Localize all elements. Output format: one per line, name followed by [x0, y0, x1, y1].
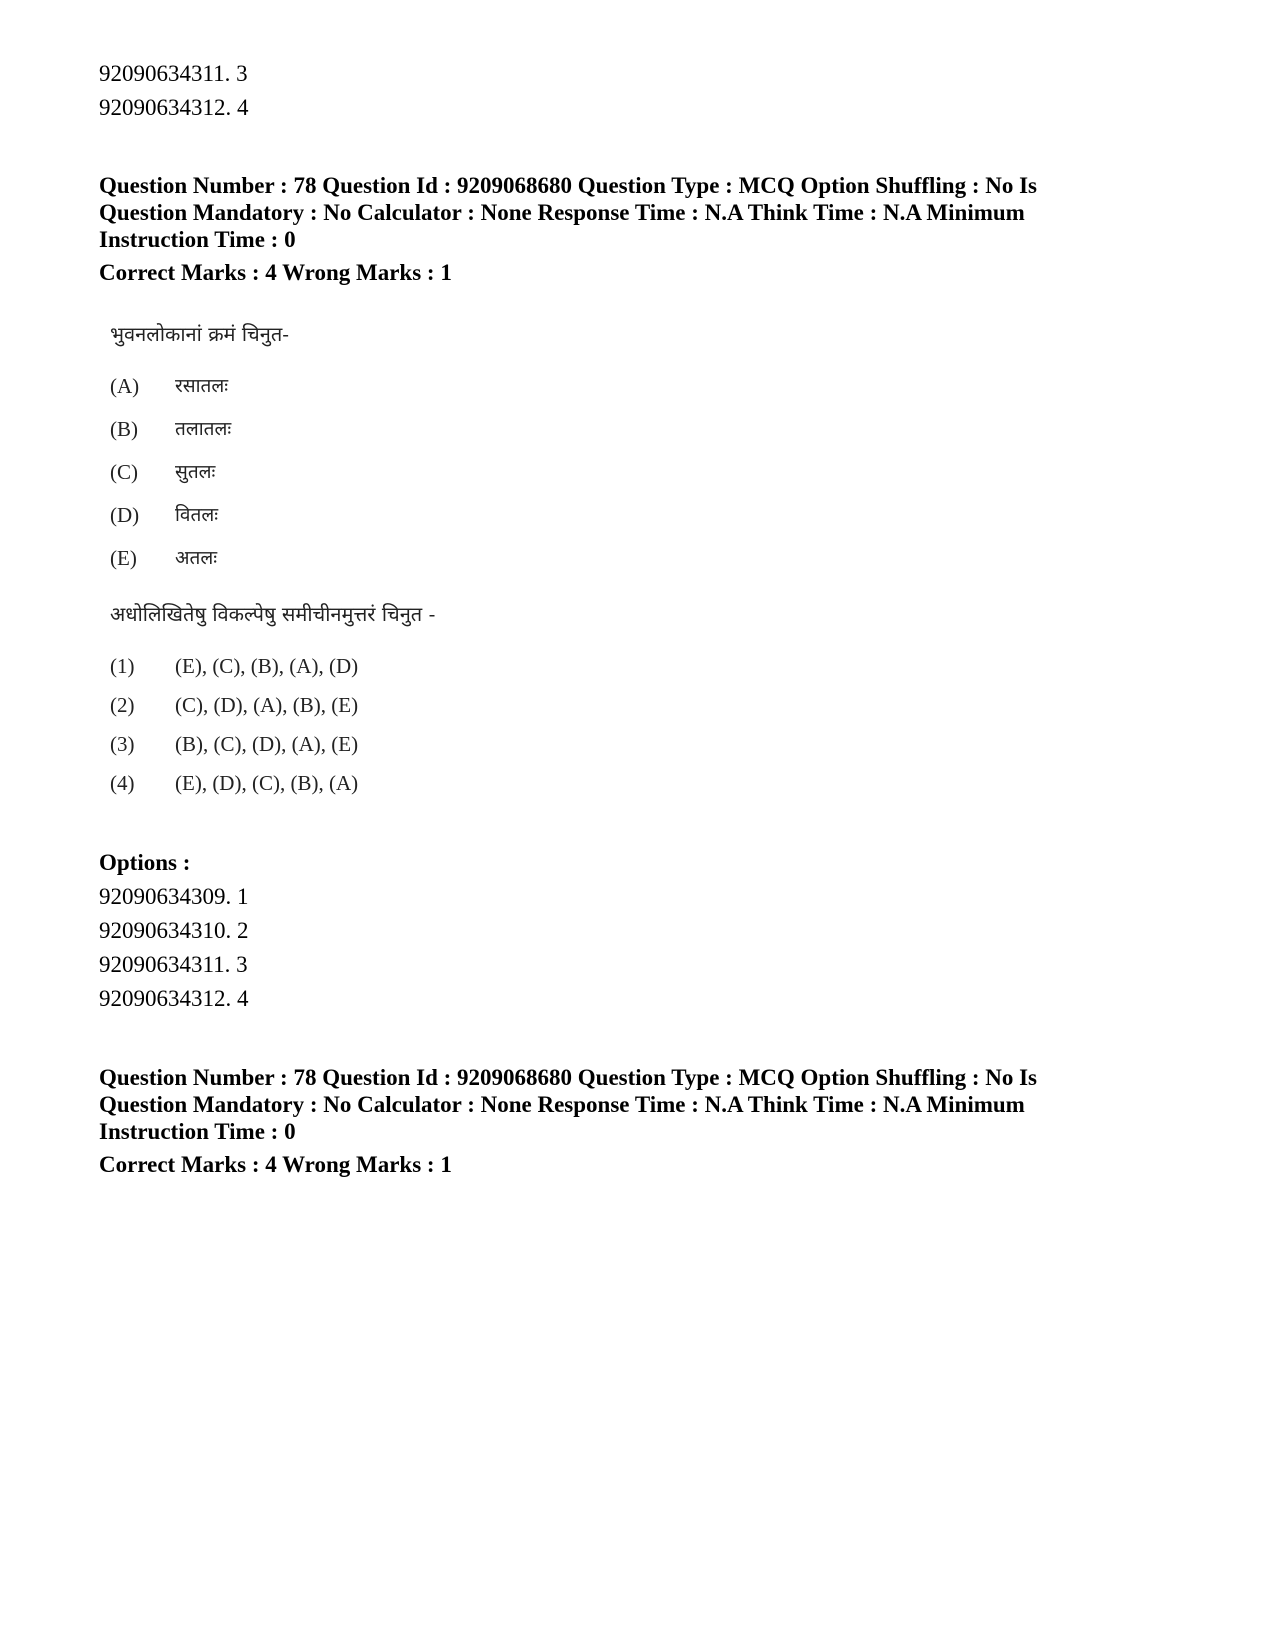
- choice-text: (E), (D), (C), (B), (A): [175, 771, 359, 795]
- item-label: (E): [110, 546, 137, 570]
- question-instruction: अधोलिखितेषु विकल्पेषु समीचीनमुत्तरं चिनुत -: [110, 602, 436, 626]
- item-label: (B): [110, 417, 138, 441]
- item-label: (C): [110, 460, 138, 484]
- choice-label: (1): [110, 654, 135, 678]
- question-header-line: Question Number : 78 Question Id : 9209068680 Question Type : MCQ Option Shuffling : No Is: [99, 1065, 1038, 1090]
- top-option-line: 92090634311. 3: [99, 61, 248, 86]
- question-header-line: Instruction Time : 0: [99, 1119, 296, 1144]
- option-line: 92090634309. 1: [99, 884, 249, 909]
- item-label: (A): [110, 374, 140, 398]
- choice-text: (C), (D), (A), (B), (E): [175, 693, 359, 717]
- item-text: अतलः: [175, 547, 218, 569]
- option-line: 92090634312. 4: [99, 986, 249, 1011]
- choice-label: (4): [110, 771, 135, 795]
- choice-label: (2): [110, 693, 135, 717]
- option-line: 92090634311. 3: [99, 952, 248, 977]
- question-prompt: भुवनलोकानां क्रमं चिनुत-: [110, 322, 290, 346]
- marks-line: Correct Marks : 4 Wrong Marks : 1: [99, 1152, 452, 1177]
- question-header-line: Instruction Time : 0: [99, 227, 296, 252]
- item-text: तलातलः: [175, 418, 232, 440]
- question-header-line: Question Mandatory : No Calculator : None Response Time : N.A Think Time : N.A Minimum: [99, 1092, 1025, 1117]
- question-image: [110, 308, 510, 808]
- item-text: वितलः: [175, 504, 219, 526]
- item-text: रसातलः: [175, 375, 229, 397]
- option-line: 92090634310. 2: [99, 918, 249, 943]
- top-option-line: 92090634312. 4: [99, 95, 249, 120]
- choice-text: (B), (C), (D), (A), (E): [175, 732, 359, 756]
- choice-text: (E), (C), (B), (A), (D): [175, 654, 359, 678]
- question-header-line: Question Mandatory : No Calculator : None Response Time : N.A Think Time : N.A Minimum: [99, 200, 1025, 225]
- item-label: (D): [110, 503, 140, 527]
- choice-label: (3): [110, 732, 135, 756]
- marks-line: Correct Marks : 4 Wrong Marks : 1: [99, 260, 452, 285]
- options-heading: Options :: [99, 850, 191, 875]
- item-text: सुतलः: [175, 461, 216, 483]
- question-header-line: Question Number : 78 Question Id : 9209068680 Question Type : MCQ Option Shuffling : No Is: [99, 173, 1038, 198]
